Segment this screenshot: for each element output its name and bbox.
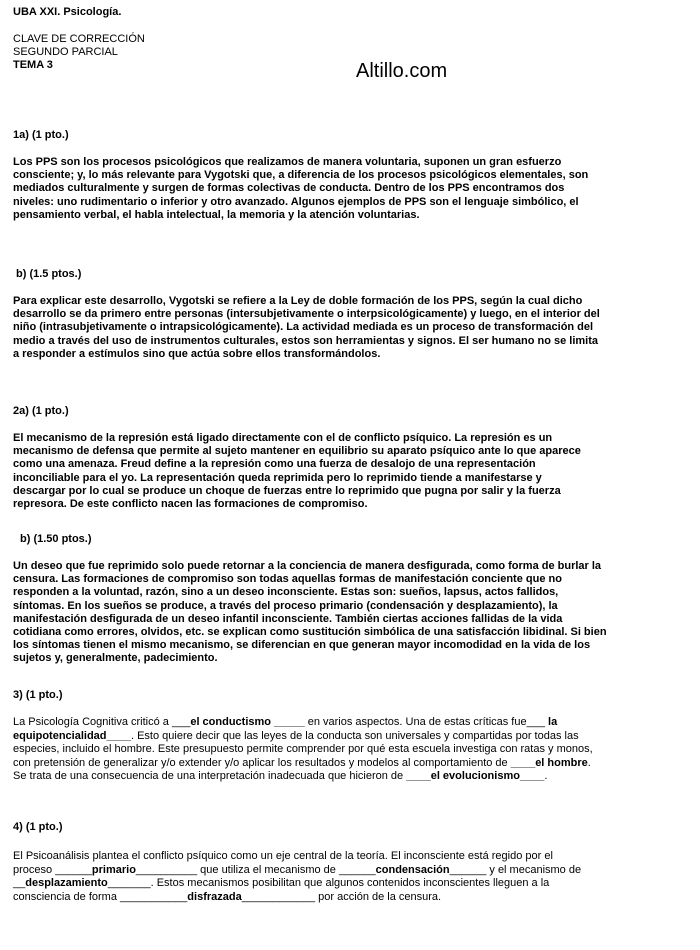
answer-line: inconciliable para el yo. La representación queda reprimida pero lo reprimido tiende a manifestarse y <box>13 471 542 484</box>
answer-line: sujetos y, generalmente, padecimiento. <box>13 652 218 665</box>
text-span: . <box>544 770 548 782</box>
answer-line: niveles: uno rudimentario o inferior y otro avanzado. Algunos ejemplos de PPS son el lenguaje simbólico, el <box>13 195 579 208</box>
answer-line <box>13 891 673 905</box>
answer-line: represora. De este conflicto nacen las formaciones de compromiso. <box>13 498 368 511</box>
answer-fill: desplazamiento <box>25 877 108 889</box>
document-title: UBA XXI. Psicología. <box>13 6 122 18</box>
answer-line <box>13 716 673 730</box>
answer-4 <box>13 850 673 904</box>
text-span: _______. Estos mecanismos posibilitan que algunos contenidos inconscientes lleguen a la <box>107 877 550 889</box>
answer-line: niño (intrasubjetivamente o intrapsicológicamente). La actividad mediada es un proceso de transformación del <box>13 321 594 334</box>
answer-line: mecanismo de defensa que permite al sujeto mantener en equilibrio su aparato psíquico ante lo que aparece <box>13 445 581 458</box>
exam-name: SEGUNDO PARCIAL <box>13 46 118 58</box>
answer-line: consciente; y, lo más relevante para Vygotski que, a diferencia de los procesos psicológicos elementales, son <box>13 169 589 182</box>
answer-fill: primario <box>91 863 136 876</box>
answer-fill: el conductismo _____ <box>190 716 305 728</box>
text-span: con pretensión de generalizar y/o extender y/o aplicar los resultados y modelos al comportamiento de <box>13 756 511 769</box>
answer-2a <box>13 432 673 511</box>
answer-line: desarrollo se da primero entre personas (intersubjetivamente o interpsicológicamente) y luego, en el interior del <box>13 308 600 321</box>
answer-1b <box>13 295 673 361</box>
answer-line: Un deseo que fue reprimido solo puede retornar a la conciencia de manera desfigurada, como forma de burlar la <box>13 560 602 572</box>
answer-line: mediados culturalmente y surgen de formas colectivas de conducta. Dentro de los PPS encontramos dos <box>13 182 565 195</box>
answer-line: Los PPS son los procesos psicológicos que realizamos de manera voluntaria, suponen un gran esfuerzo <box>13 156 562 168</box>
answer-line: responden a la voluntad, razón, sino a un deseo inconsciente. Estas son: sueños, lapsus, actos fallidos, <box>13 586 559 599</box>
answer-line <box>13 757 673 771</box>
answer-line: manifestación desfigurada de un deseo infantil inconsciente. También ciertas acciones fallidas de la vida <box>13 612 563 625</box>
text-span: consciencia de forma ___________ <box>13 890 188 903</box>
answer-line: a responder a estímulos sino que actúa sobre ellos transformándolos. <box>13 347 381 360</box>
text-span: ____________ por acción de la censura. <box>241 890 442 903</box>
text-span: en varios aspectos. Una de estas críticas fue___ <box>304 716 549 728</box>
answer-line: pensamiento verbal, el habla intelectual, la memoria y la atención voluntarias. <box>13 208 420 221</box>
answer-3 <box>13 716 673 784</box>
answer-line: descargar por lo cual se produce un choque de fuerzas entre lo reprimido que pugna por salir y la fuerza <box>13 484 561 497</box>
answer-fill: ____el hombre <box>510 756 588 769</box>
text-span: proceso ______ <box>13 863 92 876</box>
answer-line: El mecanismo de la represión está ligado directamente con el de conflicto psíquico. La represión es un <box>13 432 553 444</box>
text-span: . Esto quiere decir que las leyes de la conducta son universales y compartidas por todas las <box>130 729 579 742</box>
watermark: Altillo.com <box>356 60 448 82</box>
answer-line: censura. Las formaciones de compromiso son todas aquellas formas de manifestación conciente que no <box>13 573 562 586</box>
question-1a-label: 1a) (1 pto.) <box>13 129 69 141</box>
document-subtitle: CLAVE DE CORRECCIÓN <box>13 33 145 45</box>
text-span: Se trata de una consecuencia de una interpretación inadecuada que hicieron de <box>13 770 407 782</box>
answer-fill: equipotencialidad____ <box>13 729 131 742</box>
answer-fill: la <box>548 716 558 728</box>
answer-fill: ____el evolucionismo____ <box>406 770 545 782</box>
answer-fill: condensación <box>375 863 450 876</box>
text-span: . <box>587 756 591 769</box>
answer-line: los síntomas tienen el mismo mecanismo, se diferencian en que generan mayor incomodidad en la vida de los <box>13 639 591 652</box>
text-span: La Psicología Cognitiva criticó a ___ <box>13 716 191 728</box>
answer-line: especies, incluido el hombre. Este presupuesto permite comprender por qué esta escuela investiga con ratas y monos, <box>13 743 593 755</box>
answer-fill: disfrazada <box>187 890 242 903</box>
text-span: ______ y el mecanismo de <box>449 863 582 876</box>
question-3-label: 3) (1 pto.) <box>13 689 63 701</box>
answer-line: El Psicoanálisis plantea el conflicto psíquico como un eje central de la teoría. El inconsciente está regido por el <box>13 850 553 862</box>
question-2a-label: 2a) (1 pto.) <box>13 405 69 417</box>
answer-line: medio a través del uso de instrumentos culturales, estos son herramientas y signos. El ser humano no se limita <box>13 334 599 347</box>
answer-line <box>13 770 673 784</box>
answer-line: cotidiana como errores, olvidos, etc. se explican como sustitución simbólica de una satisfacción libidinal. Si bien <box>13 626 607 639</box>
answer-line: Para explicar este desarrollo, Vygotski se refiere a la Ley de doble formación de los PPS, según la cual dicho <box>13 295 583 307</box>
text-span: __________ que utiliza el mecanismo de ______ <box>135 863 376 876</box>
exam-theme: TEMA 3 <box>13 59 53 71</box>
question-1b-label: b) (1.5 ptos.) <box>16 268 82 280</box>
answer-line: como una amenaza. Freud define a la represión como una fuerza de desalojo de una representación <box>13 458 536 471</box>
answer-line <box>13 877 673 891</box>
answer-line: síntomas. En los sueños se produce, a través del proceso primario (condensación y desplazamiento), la <box>13 599 558 612</box>
text-span: __ <box>13 877 26 889</box>
answer-2b <box>13 560 673 666</box>
answer-line <box>13 864 673 878</box>
answer-line <box>13 730 673 744</box>
answer-1a <box>13 156 673 222</box>
question-4-label: 4) (1 pto.) <box>13 821 63 833</box>
question-2b-label: b) (1.50 ptos.) <box>20 533 92 545</box>
